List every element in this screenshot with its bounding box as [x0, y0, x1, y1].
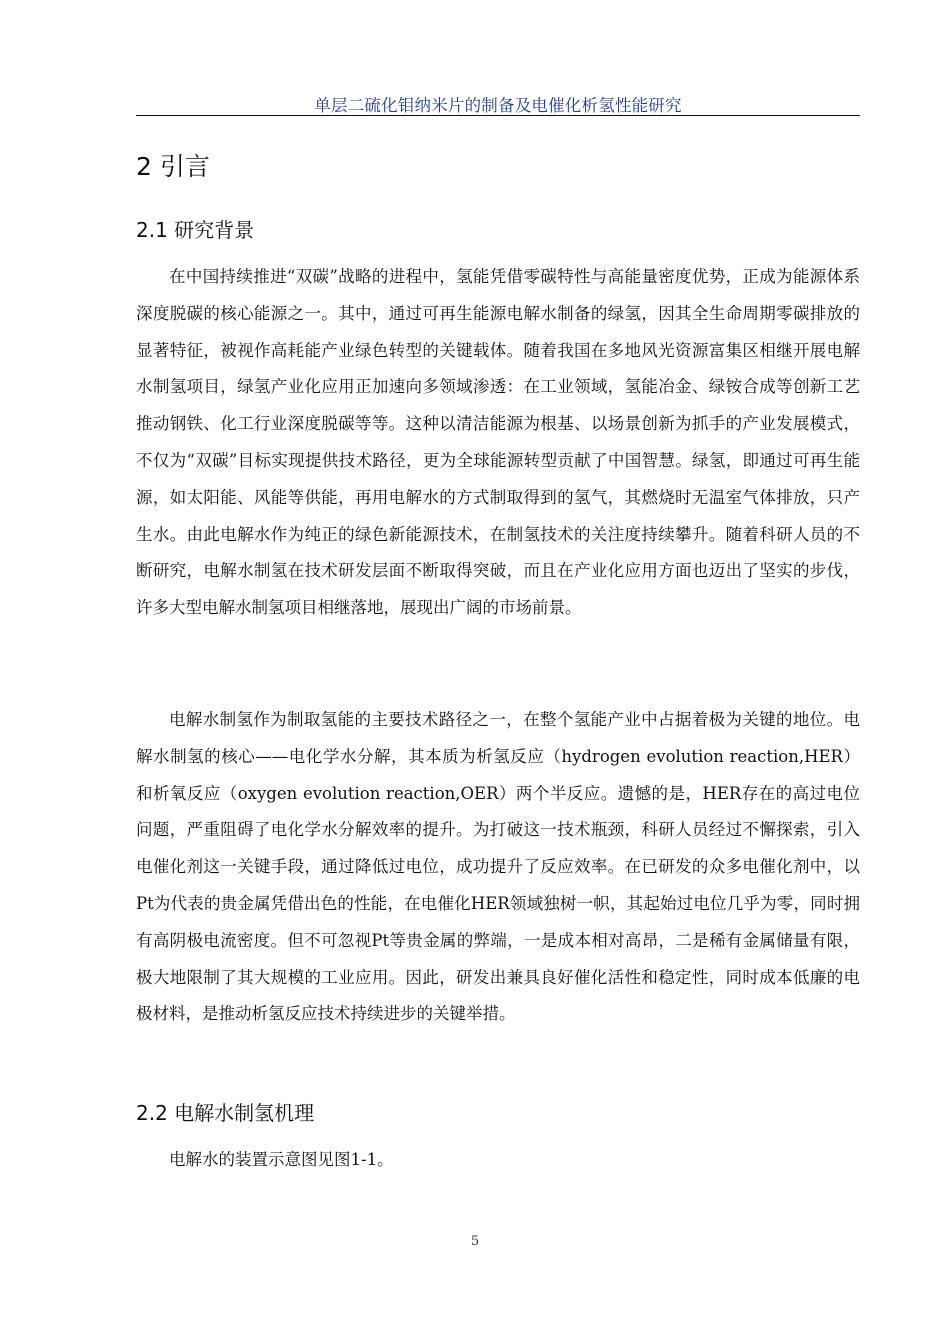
body-paragraph: 在中国持续推进“双碳”战略的进程中，氢能凭借零碳特性与高能量密度优势，正成为能源体系深度脱碳的核心能源之一。其中，通过可再生能源电解水制备的绿氢，因其全生命周期零碳排放的显著特征，被视作高耗能产业绿色转型的关键载体。随着我国在多地风光资源富集区相继开展电解水制氢项目，绿氢产业化应用正加速向多领域渗透：在工业领域，氢能冶金、绿铵合成等创新工艺推动钢铁、化工行业深度脱碳等等。这种以清洁能源为根基、以场景创新为抓手的产业发展模式，不仅为“双碳”目标实现提供技术路径，更为全球能源转型贡献了中国智慧。绿氢，即通过可再生能源，如太阳能、风能等供能，再用电解水的方式制取得到的氢气，其燃烧时无温室气体排放，只产生水。由此电解水作为纯正的绿色新能源技术，在制氢技术的关注度持续攀升。随着科研人员的不断研究，电解水制氢在技术研发层面不断取得突破，而且在产业化应用方面也迈出了坚实的步伐，许多大型电解水制氢项目相继落地，展现出广阔的市场前景。 — [136, 267, 860, 618]
chapter-title: 2 引言 — [136, 152, 210, 181]
header-divider — [136, 115, 860, 116]
section-heading-research-background: 2.1 研究背景 — [136, 218, 255, 242]
body-paragraph: 电解水的装置示意图见图1-1。 — [169, 1150, 394, 1169]
section-heading-electrolysis-mechanism: 2.2 电解水制氢机理 — [136, 1101, 315, 1125]
page-number: 5 — [470, 1234, 480, 1249]
running-header: 单层二硫化钼纳米片的制备及电催化析氢性能研究 — [314, 96, 682, 115]
body-paragraph: 电解水制氢作为制取氢能的主要技术路径之一，在整个氢能产业中占据着极为关键的地位。电解水制氢的核心——电化学水分解，其本质为析氢反应（hydrogen evolution reaction,HER）和析氧反应（oxygen evolution reaction,OER）两个半反应。遗憾的是，HER存在的高过电位问题，严重阻碍了电化学水分解效率的提升。为打破这一技术瓶颈，科研人员经过不懈探索，引入电催化剂这一关键手段，通过降低过电位，成功提升了反应效率。在已研发的众多电催化剂中，以Pt为代表的贵金属凭借出色的性能，在电催化HER领域独树一帜，其起始过电位几乎为零，同时拥有高阴极电流密度。但不可忽视Pt等贵金属的弊端，一是成本相对高昂，二是稀有金属储量有限，极大地限制了其大规模的工业应用。因此，研发出兼具良好催化活性和稳定性，同时成本低廉的电极材料，是推动析氢反应技术持续进步的关键举措。 — [136, 710, 860, 1024]
